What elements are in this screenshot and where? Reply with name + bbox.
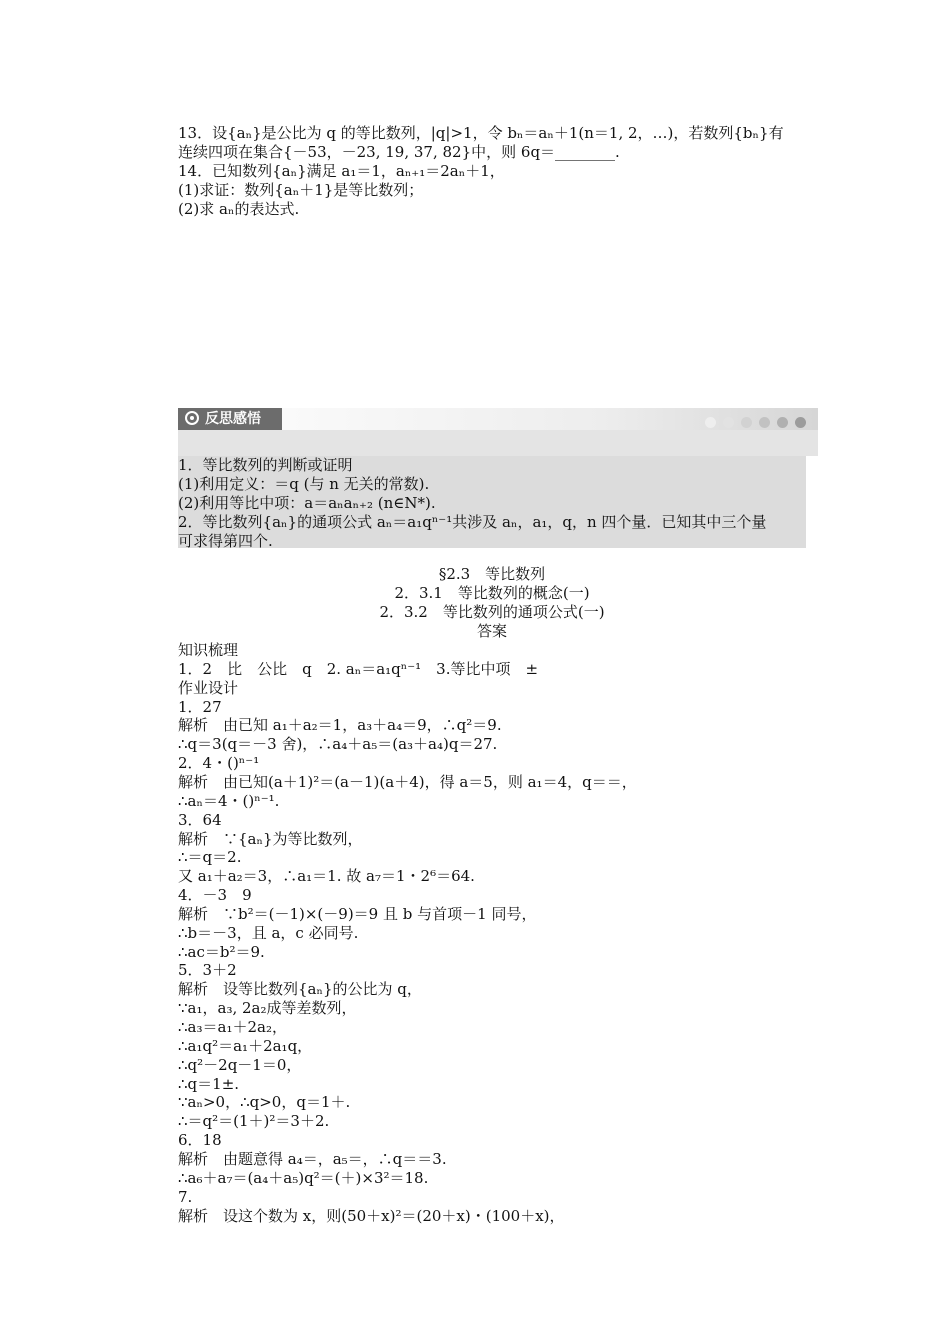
answer-line: 解析 ∵{aₙ}为等比数列， (178, 829, 363, 848)
answer-line: ∴＝q＝2. (178, 848, 242, 867)
answer-line: 解析 由已知 a₁＋a₂＝1，a₃＋a₄＝9，∴q²＝9. (178, 716, 502, 735)
reflection-banner (178, 408, 818, 456)
reflection-line: (1)利用定义：＝q (与 n 无关的常数). (178, 475, 430, 493)
subsection-heading-2: 2．3.2 等比数列的通项公式(一) (379, 603, 605, 621)
answer-line: 7. (178, 1187, 193, 1206)
reflection-box (178, 456, 806, 548)
answer-line: ∵aₙ>0，∴q>0，q＝1＋. (178, 1093, 351, 1112)
reflection-line: 1．等比数列的判断或证明 (178, 456, 353, 474)
answer-line: ∴a₆＋a₇＝(a₄＋a₅)q²＝(＋)×3²＝18. (178, 1168, 429, 1187)
answer-line: 作业设计 (178, 678, 239, 697)
reflection-line: (2)利用等比中项：a＝aₙaₙ₊₂ (n∈N*). (178, 494, 436, 512)
answer-line: 解析 设这个数为 x，则(50＋x)²＝(20＋x)・(100＋x)， (178, 1206, 565, 1225)
problem-13-line-1: 13．设{aₙ}是公比为 q 的等比数列，|q|>1，令 bₙ＝aₙ＋1(n＝1, 2，…)，若数列{bₙ}有 (178, 124, 784, 142)
reflection-tab (178, 408, 282, 430)
answer-line: 2．4・()ⁿ⁻¹ (178, 754, 260, 773)
answer-line: 解析 由题意得 a₄＝，a₅＝，∴q＝＝3. (178, 1149, 447, 1168)
answer-line: ∴＝q²＝(1＋)²＝3＋2. (178, 1112, 330, 1131)
answer-line: ∴aₙ＝4・()ⁿ⁻¹. (178, 791, 280, 810)
section-heading: §2.3 等比数列 (438, 565, 546, 583)
banner-strip (282, 408, 818, 430)
answer-heading: 答案 (476, 622, 507, 640)
decorative-dots (698, 413, 806, 432)
answer-line: 知识梳理 (178, 641, 239, 659)
answer-line: 解析 ∵b²＝(－1)×(－9)＝9 且 b 与首项－1 同号， (178, 904, 537, 923)
answer-line: ∴q＝1±. (178, 1074, 240, 1093)
answer-line: 3．64 (178, 810, 222, 829)
dot-icon (777, 417, 788, 428)
answer-line: 6．18 (178, 1131, 222, 1150)
answer-line: ∴q²－2q－1＝0， (178, 1055, 302, 1074)
problem-14-line-1: 14．已知数列{aₙ}满足 a₁＝1，aₙ₊₁＝2aₙ＋1， (178, 162, 505, 180)
problem-14-part-2: (2)求 aₙ的表达式. (178, 200, 300, 218)
answer-line: 5．3＋2 (178, 961, 237, 980)
answer-line: 又 a₁＋a₂＝3，∴a₁＝1. 故 a₇＝1・2⁶＝64. (178, 867, 475, 886)
subsection-heading-1: 2．3.1 等比数列的概念(一) (394, 584, 590, 602)
problem-14-part-1: (1)求证：数列{aₙ＋1}是等比数列； (178, 181, 424, 199)
target-icon (185, 411, 199, 425)
reflection-line: 2．等比数列{aₙ}的通项公式 aₙ＝a₁qⁿ⁻¹共涉及 aₙ，a₁，q，n 四个量．已知其中三个量 (178, 513, 767, 531)
reflection-title: 反思感悟 (205, 411, 261, 427)
dot-icon (705, 417, 716, 428)
dot-icon (723, 417, 734, 428)
answer-line: 1．2 比 公比 q 2. aₙ＝a₁qⁿ⁻¹ 3.等比中项 ± (178, 659, 539, 678)
answer-line: ∴b＝－3，且 a，c 必同号. (178, 923, 359, 942)
answer-line: ∴q＝3(q＝－3 舍)，∴a₄＋a₅＝(a₃＋a₄)q＝27. (178, 735, 498, 754)
dot-icon (759, 417, 770, 428)
answer-line: 解析 设等比数列{aₙ}的公比为 q， (178, 980, 422, 999)
answer-line: 4．－3 9 (178, 886, 252, 905)
problem-13-line-2: 连续四项在集合{－53，－23, 19, 37, 82}中，则 6q＝________. (178, 143, 620, 161)
dot-icon (795, 417, 806, 428)
answer-line: 1．27 (178, 697, 222, 716)
reflection-line: 可求得第四个. (178, 532, 273, 550)
answer-line: 解析 由已知(a＋1)²＝(a－1)(a＋4)，得 a＝5，则 a₁＝4，q＝＝， (178, 772, 637, 791)
answer-line: ∴a₁q²＝a₁＋2a₁q， (178, 1036, 313, 1055)
dot-icon (741, 417, 752, 428)
answer-line: ∴ac＝b²＝9. (178, 942, 265, 961)
answer-line: ∴a₃＝a₁＋2a₂， (178, 1018, 287, 1036)
answer-line: ∵a₁，a₃, 2a₂成等差数列， (178, 999, 357, 1018)
